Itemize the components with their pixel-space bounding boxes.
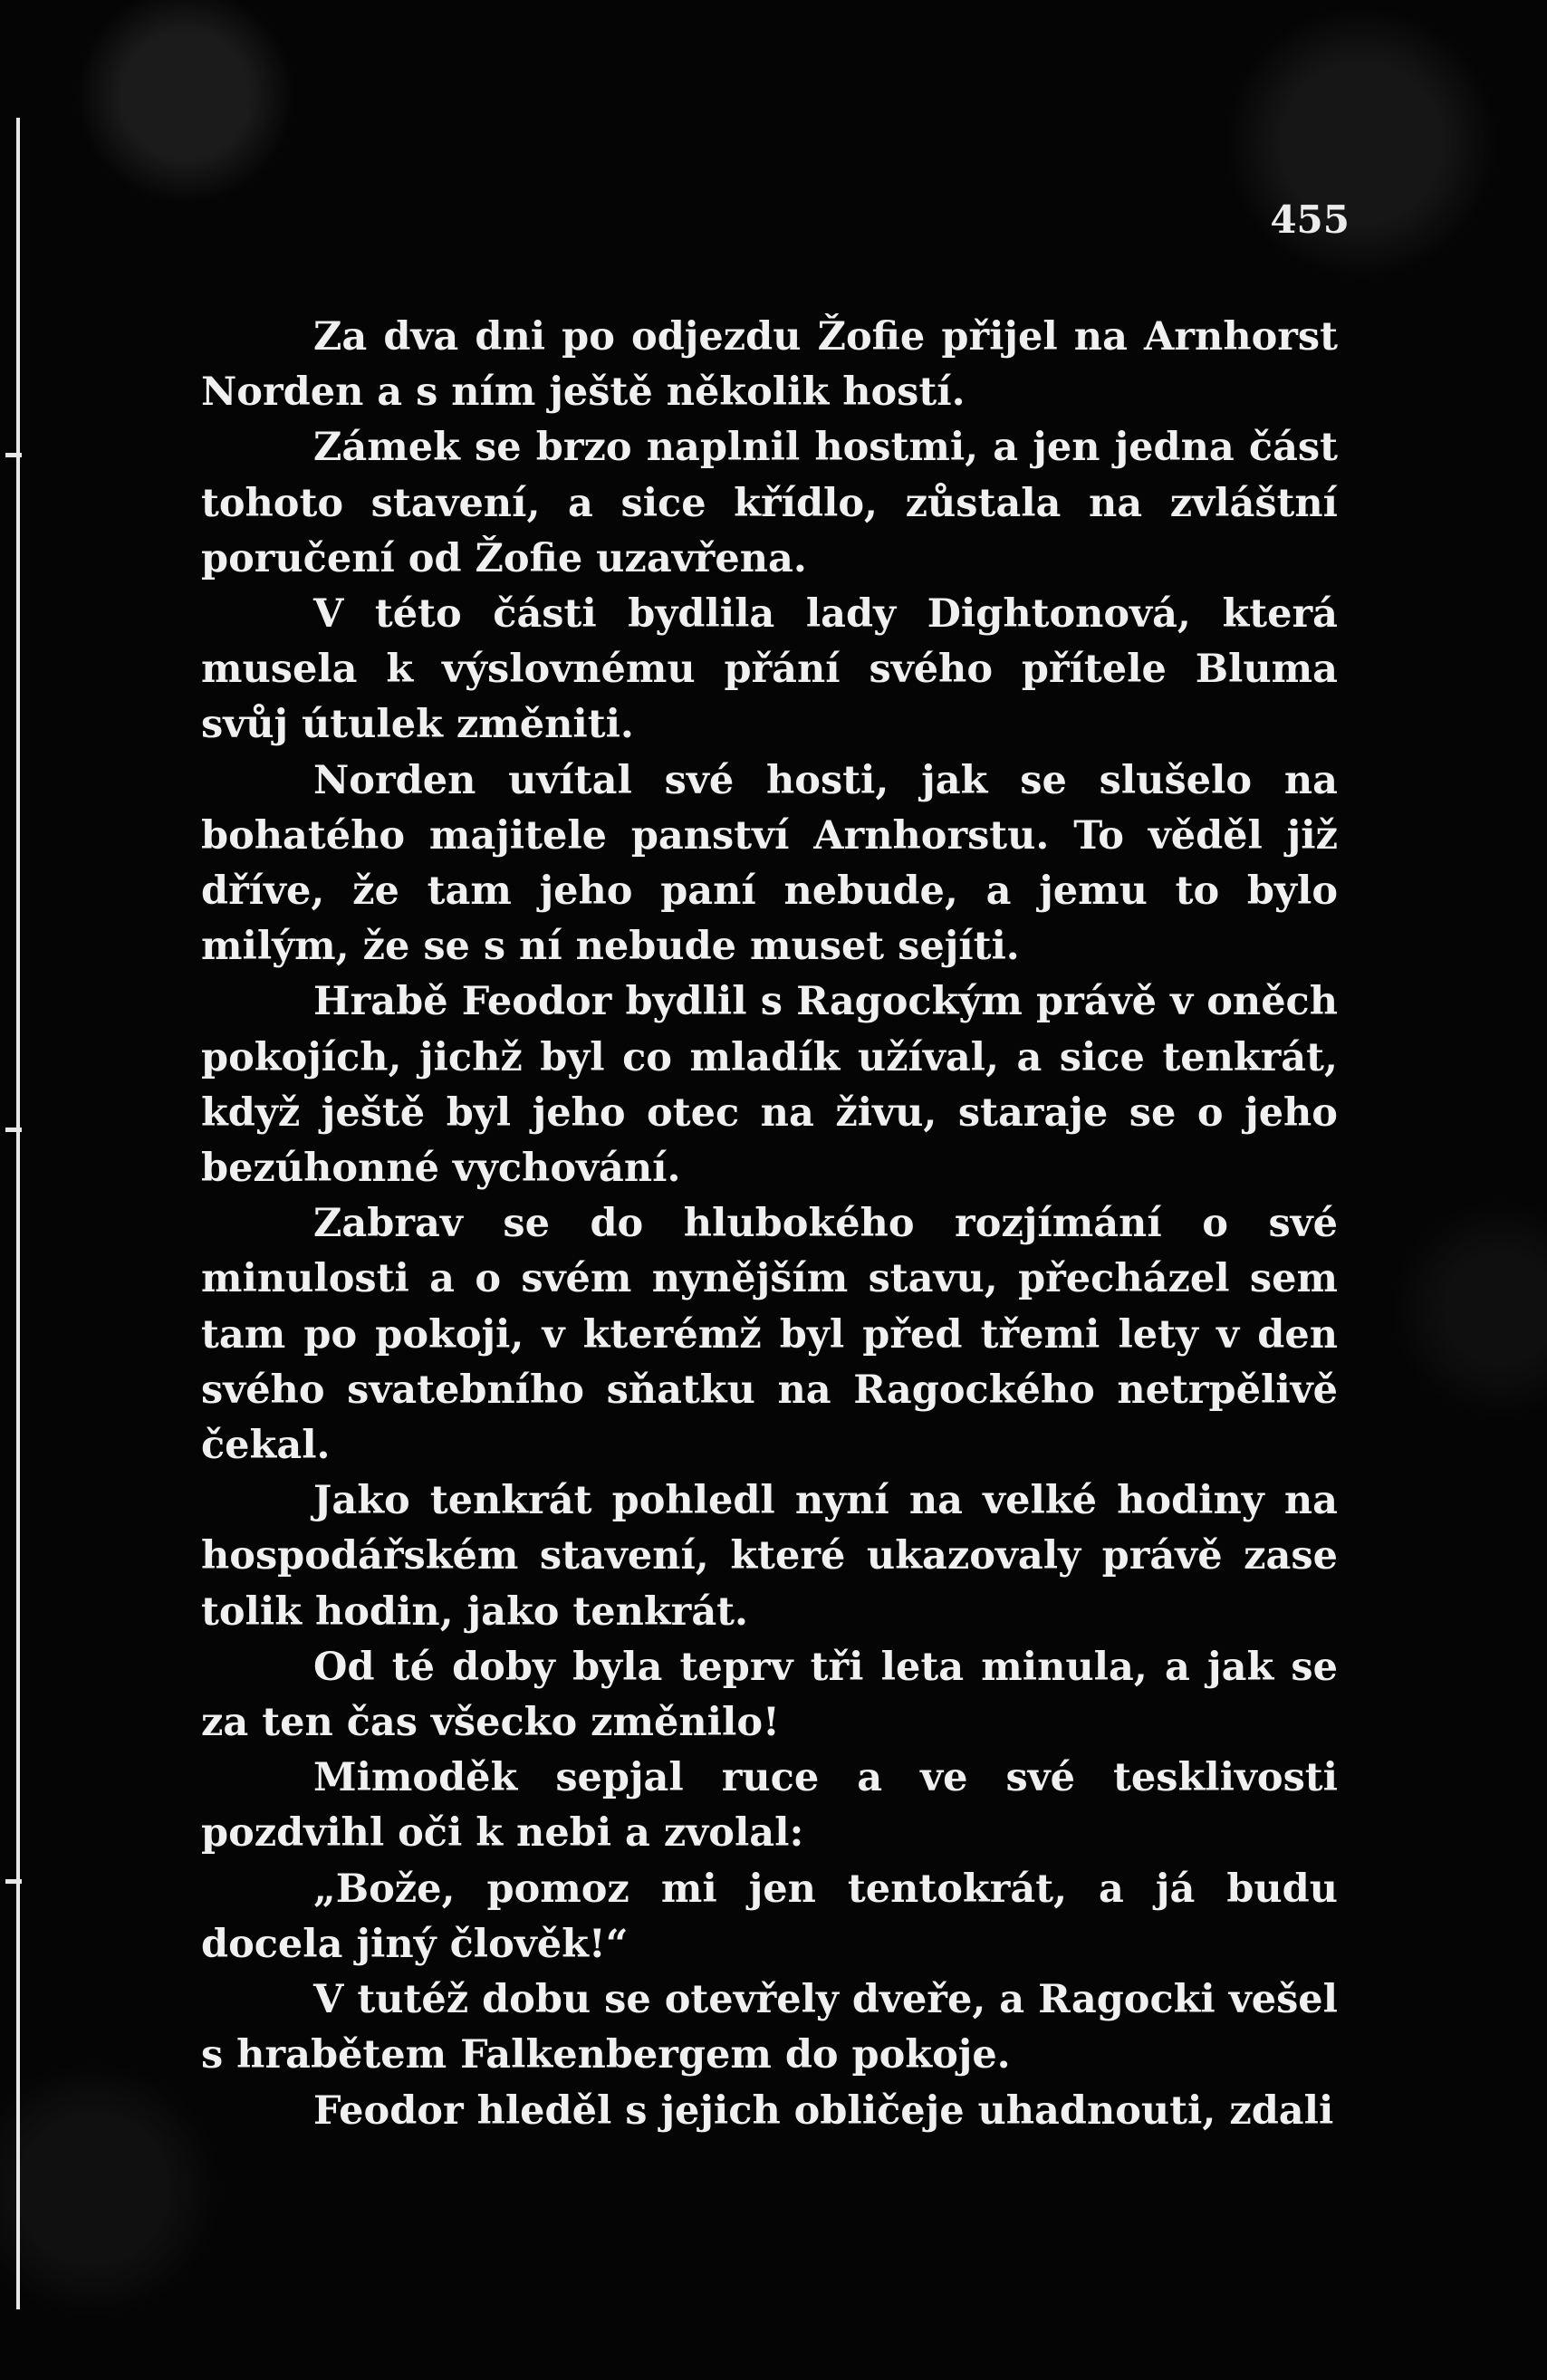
paragraph-1: Za dva dni po odjezdu Žofie přijel na Arnhorst Norden a s ním ještě několik hostí.	[201, 314, 1338, 416]
page-edge-tick	[5, 1128, 22, 1132]
paragraph-10: „Bože, pomoz mi jen tentokrát, a já budu docela jiný člověk!“	[201, 1866, 1338, 1967]
paragraph-11: V tutéž dobu se otevřely dveře, a Ragocki vešel s hrabětem Falkenbergem do pokoje.	[201, 1977, 1338, 2078]
paragraph-4: Norden uvítal své hosti, jak se slušelo na bohatého majitele panství Arnhorstu. To věděl již dříve, že tam jeho paní nebude, a jemu to bylo milým, že se s ní nebude muset sejíti.	[201, 757, 1338, 970]
page-number: 455	[1270, 197, 1350, 242]
paragraph-6: Zabrav se do hlubokého rozjímání o své minulosti a o svém nynějším stavu, přecházel sem tam po pokoji, v kterémž byl před třemi lety v den svého svatebního sňatku na Ragockého netrpělivě čekal.	[201, 1201, 1338, 1469]
page-edge-tick	[5, 453, 22, 457]
paragraph-5: Hrabě Feodor bydlil s Ragockým právě v oněch pokojích, jichž byl co mladík užíval, a sice tenkrát, když ještě byl jeho otec na živu, staraje se o jeho bezúhonné vychování.	[201, 979, 1338, 1192]
paragraph-7: Jako tenkrát pohledl nyní na velké hodiny na hospodářském stavení, které ukazovaly právě zase tolik hodin, jako tenkrát.	[201, 1478, 1338, 1635]
book-text	[201, 310, 1338, 2139]
paragraph-8: Od té doby byla teprv tři leta minula, a jak se za ten čas všecko změnilo!	[201, 1644, 1338, 1746]
page-edge-tick	[5, 1879, 22, 1884]
paragraph-3: V této části bydlila lady Dightonová, která musela k výslovnému přání svého přítele Bluma svůj útulek změniti.	[201, 591, 1338, 748]
page-edge-line	[16, 118, 20, 2309]
paragraph-12: Feodor hleděl s jejich obličeje uhadnouti, zdali	[313, 2087, 1334, 2134]
paragraph-2: Zámek se brzo naplnil hostmi, a jen jedna část tohoto stavení, a sice křídlo, zůstala na zvláštní poručení od Žofie uzavřena.	[201, 425, 1338, 581]
paragraph-9: Mimoděk sepjal ruce a ve své tesklivosti pozdvihl oči k nebi a zvolal:	[201, 1755, 1338, 1857]
